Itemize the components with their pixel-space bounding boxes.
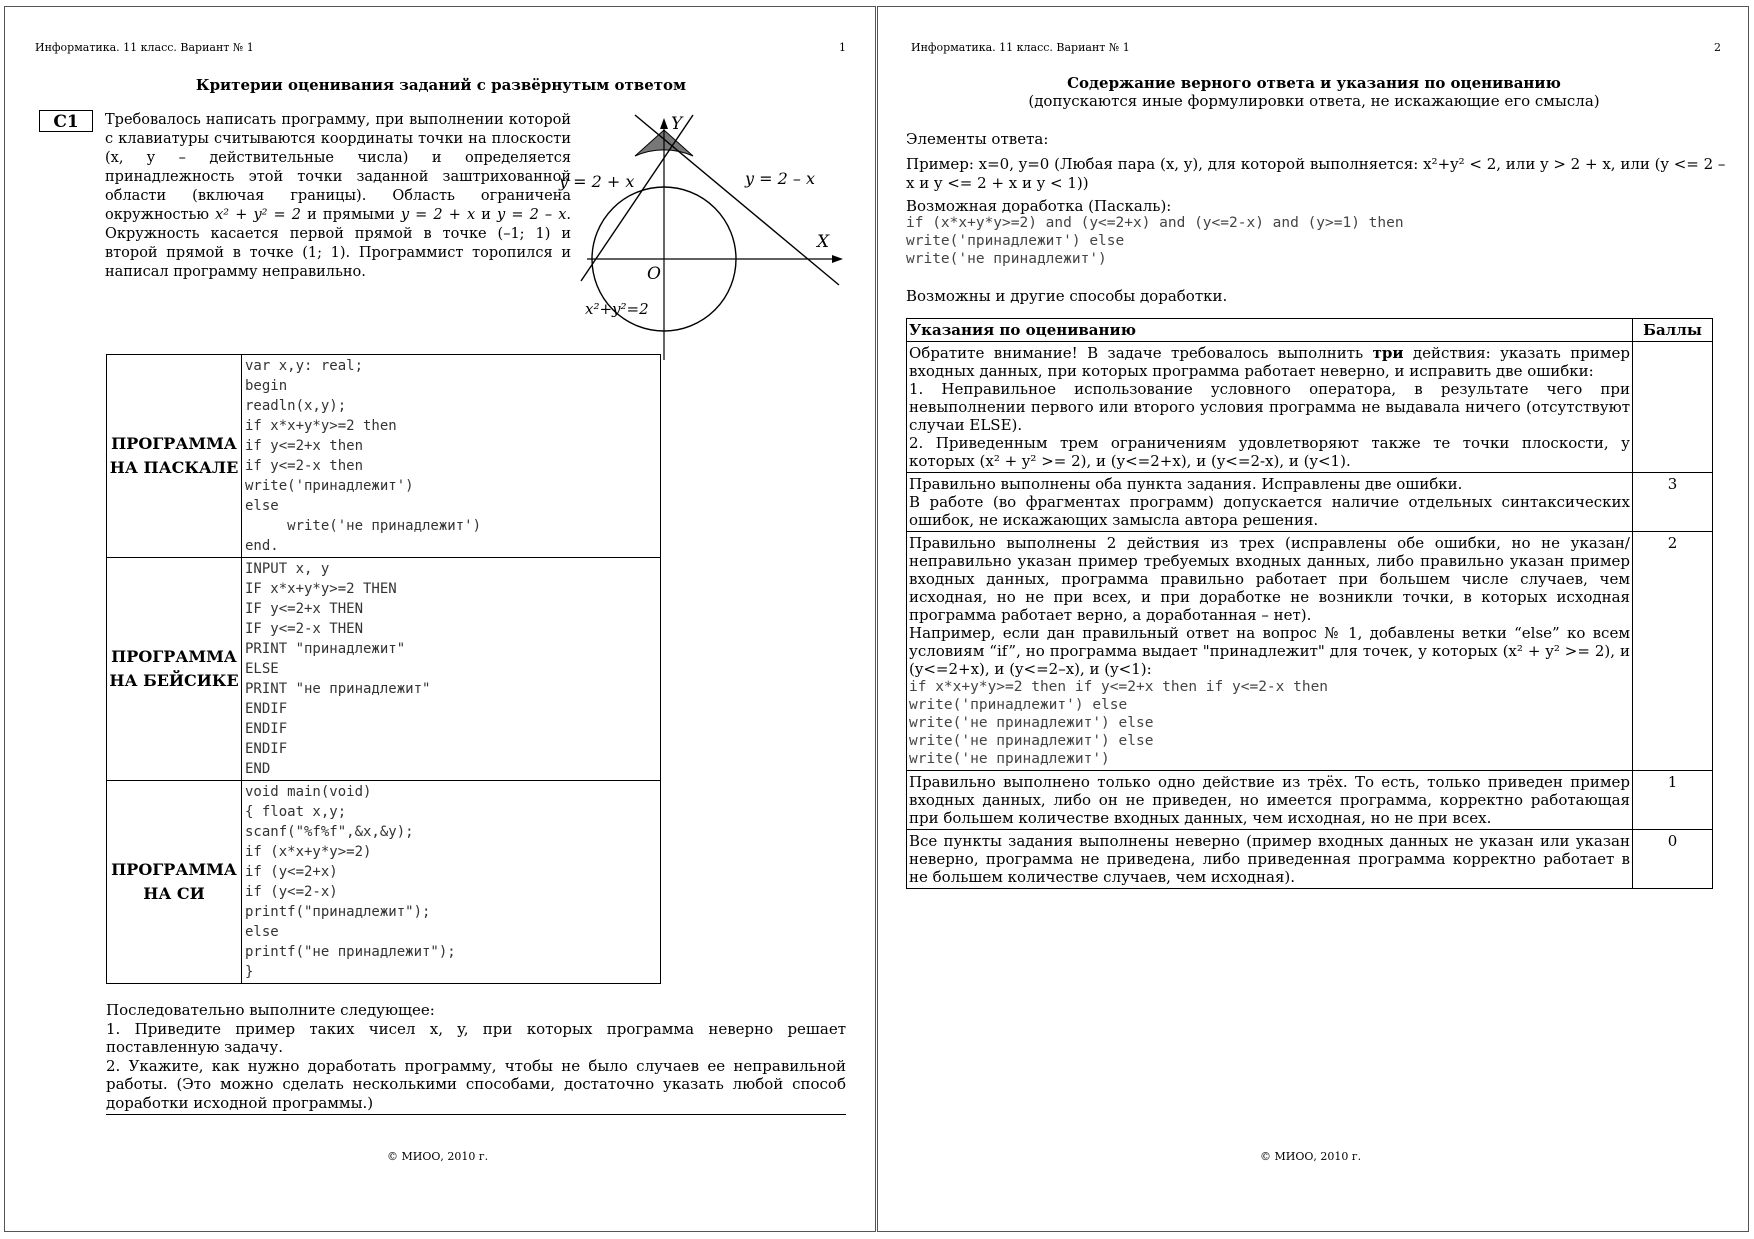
page-number: 1 xyxy=(839,41,846,54)
program-row xyxy=(107,355,661,558)
grading-code: if x*x+y*y>=2 then if y<=2+x then if y<=2-x then write('принадлежит') else write('не принадлежит') else write('не принадлежит') else write('не принадлежит') xyxy=(909,679,1329,767)
label-line-right: y = 2 – x xyxy=(745,169,815,188)
programs-table xyxy=(106,354,661,984)
program-code: INPUT x, y IF x*x+y*y>=2 THEN IF y<=2+x THEN IF y<=2-x THEN PRINT "принадлежит" ELSE PRINT "не принадлежит" ENDIF ENDIF ENDIF END xyxy=(242,558,661,781)
answer-example: Пример: x=0, y=0 (Любая пара (x, y), для которой выполняется: x²+y² < 2, или y > 2 + x, или (y <= 2 – x и y <= 2 + x и y < 1)) xyxy=(906,155,1726,192)
page-subtitle: (допускаются иные формулировки ответа, не искажающие его смысла) xyxy=(1028,92,1600,110)
program-row xyxy=(107,781,661,984)
program-label: ПРОГРАММА НА ПАСКАЛЕ xyxy=(107,355,242,558)
page-number: 2 xyxy=(1714,41,1721,54)
page-footer: © МИОО, 2010 г. xyxy=(1260,1150,1362,1163)
grading-header-right: Баллы xyxy=(1633,319,1713,342)
grading-row xyxy=(907,830,1713,889)
grading-header-left: Указания по оцениванию xyxy=(907,319,1633,342)
fix-label: Возможная доработка (Паскаль): xyxy=(906,197,1172,215)
page-title: Содержание верного ответа и указания по оцениванию xyxy=(1067,74,1561,92)
page-footer: © МИОО, 2010 г. xyxy=(387,1150,489,1163)
label-line-left: y = 2 + x xyxy=(559,172,635,191)
formula-circle: x² + y² = 2 xyxy=(215,207,302,223)
elements-label: Элементы ответа: xyxy=(906,130,1049,148)
grading-header xyxy=(907,319,1713,342)
grading-text: Все пункты задания выполнены неверно (пример входных данных не указан или указан неверно, программа не приведена, либо приведенная программа корректно работает в не большем количестве случаев, чем исходная). xyxy=(907,830,1633,889)
y-axis-arrow xyxy=(660,118,668,129)
grading-table xyxy=(906,318,1713,889)
page-header: Информатика. 11 класс. Вариант № 1 xyxy=(911,41,1130,54)
label-axis-y: Y xyxy=(671,114,683,134)
grading-score: 3 xyxy=(1633,473,1713,532)
grading-row xyxy=(907,473,1713,532)
page-header: Информатика. 11 класс. Вариант № 1 xyxy=(35,41,254,54)
grading-text: Правильно выполнено только одно действие из трёх. То есть, только приведен пример входных данных, либо он не приведен, но имеется программа, корректно работающая при большем количестве входных данных, чем исходная, но не при всех. xyxy=(907,771,1633,830)
fix-code: if (x*x+y*y>=2) and (y<=2+x) and (y<=2-x) and (y>=1) then write('принадлежит') else write('не принадлежит') xyxy=(906,215,1404,267)
grading-score: 2 xyxy=(1633,532,1713,771)
formula-line-2: y = 2 – x. xyxy=(497,207,572,223)
program-code: void main(void) { float x,y; scanf("%f%f",&x,&y); if (x*x+y*y>=2) if (y<=2+x) if (y<=2-x) printf("принадлежит"); else printf("не принадлежит"); } xyxy=(242,781,661,984)
grading-intro: Обратите внимание! В задаче требовалось выполнить три действия: указать пример входных данных, при которых программа работает неверно, и исправить две ошибки: 1. Неправильное использование условного оператора, в результате чего при невыполнении первого или второго условия программа не выдавала ничего (отсутствуют случаи ELSE). 2. Приведенным трем ограничениям удовлетворяют также те точки плоскости, у которых (x² + y² >= 2), и (y<=2+x), и (y<=2-x), и (y<1). xyxy=(907,342,1633,473)
task-figure xyxy=(559,114,849,361)
task-text: Требовалось написать программу, при выполнении которой с клавиатуры считываются координаты точки на плоскости (x, y – действительные числа) и определяется принадлежность этой точки заданной заштрихованной области (включая границы). Область ограничена окружностью x² + y² = 2 и прямыми y = 2 + x и y = 2 – x. Окружность касается первой прямой в точке (–1; 1) и второй прямой в точке (1; 1). Программист торопился и написал программу неправильно. xyxy=(105,112,572,280)
grading-text: Правильно выполнены 2 действия из трех (исправлены обе ошибки, но не указан/неправильно указан пример требуемых входных данных, либо правильно указан пример входных данных, программа правильно работает при большем числе случаев, чем исходная, но не при всех, и при доработке не возникли точки, в которых исходная программа работает верно, а доработанная – нет). Например, если дан правильный ответ на вопрос № 1, добавлены ветки “else” ко всем условиям “if”, но программа выдает "принадлежит" для точек, у которых (x² + y² >= 2), и (y<=2+x), и (y<=2–x), и (y<1): if x*x+y*y>=2 then if y<=2+x then if y<=2-x then write('принадлежит') else write('не принадлежит') else write('не принадлежит') else write('не принадлежит') xyxy=(907,532,1633,771)
instruction-1: 1. Приведите пример таких чисел x, y, при которых программа неверно решает поставленную задачу. xyxy=(106,1019,846,1056)
task-id-box: C1 xyxy=(39,110,93,132)
program-code: var x,y: real; begin readln(x,y); if x*x+y*y>=2 then if y<=2+x then if y<=2-x then write('принадлежит') else write('не принадлежит') end. xyxy=(242,355,661,558)
program-row xyxy=(107,558,661,781)
grading-text: Правильно выполнены оба пункта задания. Исправлены две ошибки. В работе (во фрагментах программ) допускается наличие отдельных синтаксических ошибок, не искажающих замысла автора решения. xyxy=(907,473,1633,532)
label-axis-x: X xyxy=(817,232,830,252)
page-2 xyxy=(877,6,1749,1232)
label-origin: O xyxy=(647,264,661,284)
label-circle: x²+y²=2 xyxy=(585,300,649,318)
page-1 xyxy=(4,6,876,1232)
instructions xyxy=(106,1001,846,1115)
instructions-intro: Последовательно выполните следующее: xyxy=(106,1001,435,1019)
grading-row xyxy=(907,771,1713,830)
program-label: ПРОГРАММА НА БЕЙСИКЕ xyxy=(107,558,242,781)
line-left xyxy=(581,115,693,281)
page-title: Критерии оценивания заданий с развёрнутым ответом xyxy=(195,76,687,94)
grading-row xyxy=(907,532,1713,771)
grading-row xyxy=(907,342,1713,473)
other-ways: Возможны и другие способы доработки. xyxy=(906,287,1228,305)
x-axis-arrow xyxy=(832,255,843,263)
program-label: ПРОГРАММА НА СИ xyxy=(107,781,242,984)
grading-score: 0 xyxy=(1633,830,1713,889)
instruction-2: 2. Укажите, как нужно доработать программу, чтобы не было случаев ее неправильной работы. (Это можно сделать несколькими способами, достаточно указать любой способ доработки исходной программы.) xyxy=(106,1056,846,1112)
grading-score: 1 xyxy=(1633,771,1713,830)
